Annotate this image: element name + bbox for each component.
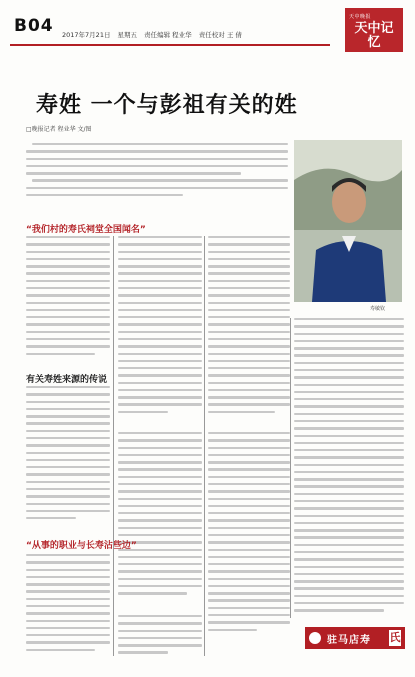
page-header (0, 0, 415, 62)
text-column-2 (118, 236, 202, 426)
lead-paragraph (26, 143, 288, 215)
section-heading-2: 有关寿姓来源的传说 (26, 375, 108, 385)
banner-seal-icon (309, 632, 321, 644)
article-headline: 寿姓 一个与彭祖有关的姓 (36, 93, 298, 118)
text-column-3 (208, 236, 290, 426)
banner-end-char: 氏 (389, 631, 401, 644)
text-column-3b (208, 432, 290, 652)
page-number-block (14, 16, 54, 36)
header-meta (62, 30, 247, 39)
brand-subtitle: 天中晚报 (349, 14, 372, 20)
header-weekday: 星期五 (117, 31, 138, 39)
article-byline: □晚报记者 程业华 文/图 (26, 126, 92, 133)
text-column-2c (118, 615, 202, 665)
text-column-right (294, 318, 404, 622)
header-designer: 责任校对 王 倩 (198, 31, 242, 39)
page-number: B04 (14, 16, 54, 36)
photo-caption: 寿敏钦 (370, 306, 386, 312)
section-heading-1: “我们村的寿氏祠堂全国闻名” (26, 225, 146, 235)
portrait-image (294, 140, 402, 302)
text-column-1c (26, 554, 110, 664)
header-date: 2017年7月21日 (62, 31, 111, 39)
banner-text: 驻马店寿 (327, 635, 371, 646)
column-divider-3 (290, 318, 291, 618)
section-heading-3: “从事的职业与长寿沾些边” (26, 541, 137, 551)
portrait-photo (294, 140, 402, 302)
text-column-2b (118, 432, 202, 612)
brand-title: 天中记忆 (354, 21, 394, 50)
column-divider-2 (204, 236, 205, 656)
series-banner (305, 627, 405, 649)
text-column-1a (26, 236, 110, 366)
column-divider-1 (113, 236, 114, 656)
column-brand-logo (345, 8, 403, 52)
header-editor: 责任编辑 程业华 (144, 31, 192, 39)
text-column-1b (26, 386, 110, 531)
header-rule (10, 44, 330, 46)
